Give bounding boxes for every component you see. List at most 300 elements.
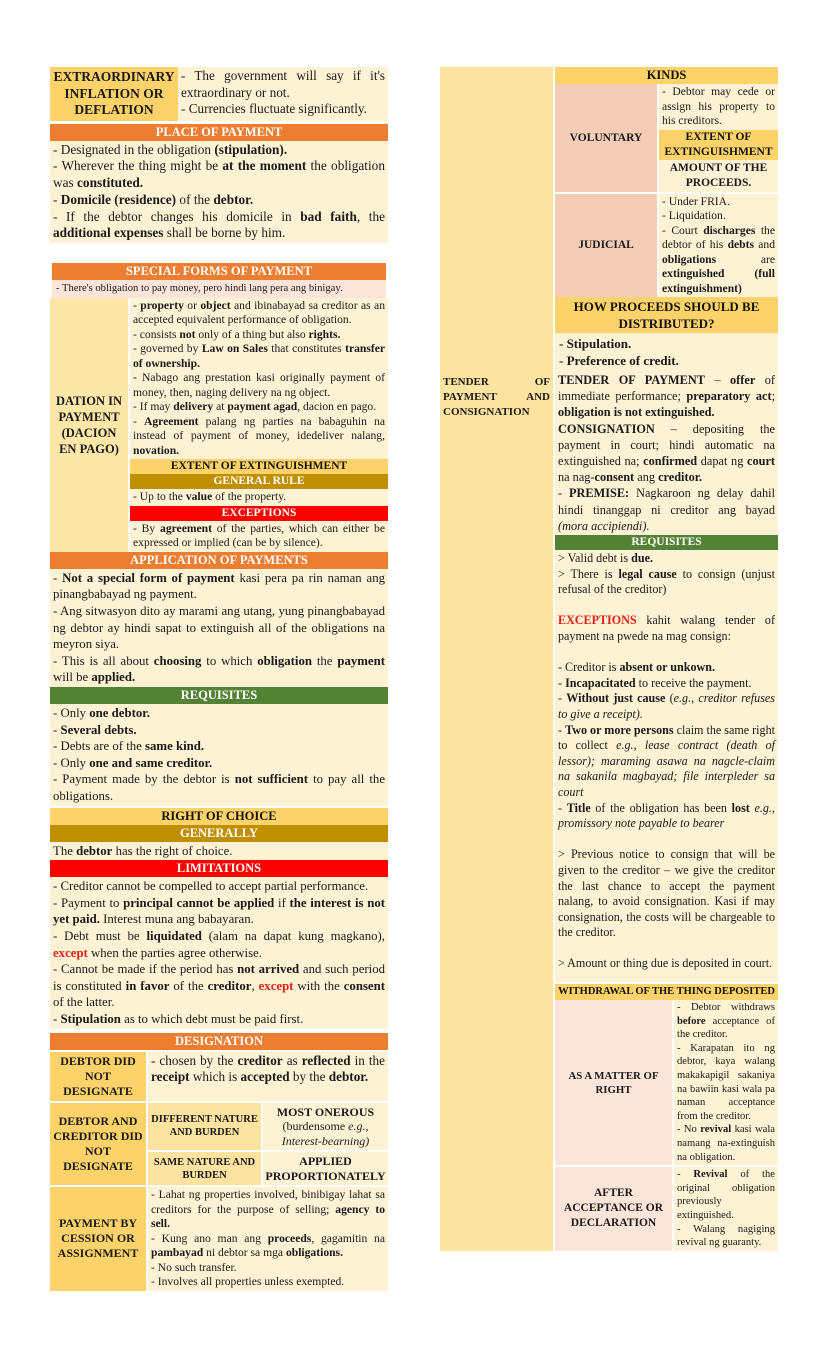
text-run: ; — [771, 389, 775, 404]
bold-text: debts — [727, 238, 754, 251]
bold-text: transfer of ownership. — [133, 342, 385, 370]
bold-text: one and same creditor. — [89, 755, 213, 770]
text-run: - The government will say if it's extraordinary or not. — [181, 68, 385, 100]
text-run: as to which debt must be paid first. — [120, 1011, 304, 1026]
text-run: as — [282, 1052, 302, 1068]
bold-text: principal cannot be applied — [123, 895, 275, 910]
text-run: na nag- — [558, 470, 595, 485]
text-run: ang — [634, 470, 659, 485]
text-run: - chosen by the — [151, 1052, 238, 1068]
text-run: that constitutes — [267, 342, 346, 356]
row-label: PAYMENT BY CESSION OR ASSIGNMENT — [50, 1187, 146, 1291]
bold-text: creditor. — [658, 470, 703, 485]
right-column — [440, 67, 778, 1251]
bold-text: payment agad — [227, 400, 298, 414]
text-run: kahit walang tender of payment na pwede na mag consign: — [558, 613, 775, 643]
text-run: , — [251, 978, 259, 993]
bold-text: obligation is not extinguished. — [558, 405, 715, 420]
bold-text: debtor — [76, 843, 113, 858]
bold-text: object — [200, 298, 231, 312]
text-run: claim the same right to collect — [558, 722, 775, 753]
row-text — [555, 550, 778, 982]
text-run: – — [704, 373, 731, 387]
bold-text: one debtor. — [89, 706, 150, 721]
row-text — [659, 84, 778, 130]
text-run: the debtor of his — [662, 223, 775, 251]
text-run: dapat ng — [697, 454, 748, 469]
text-run: - — [558, 486, 570, 501]
paragraph — [181, 68, 385, 101]
text-run: and such period is constituted — [53, 962, 385, 993]
text-run: of the original obligation previously extinguished. — [677, 1169, 775, 1221]
extent-value: AMOUNT OF THE PROCEEDS. — [659, 160, 778, 192]
section-header: SPECIAL FORMS OF PAYMENT — [52, 263, 386, 280]
paragraph — [558, 421, 775, 486]
rule-title: MOST ONEROUS — [276, 1104, 375, 1119]
row-text — [555, 371, 778, 535]
paragraph — [53, 928, 385, 961]
bold-text: proceeds — [267, 1231, 312, 1245]
paragraph — [133, 522, 385, 551]
paragraph — [133, 490, 385, 505]
text-run: of the parties, which can either be expressed or implied (can be by silence). — [133, 521, 386, 550]
bold-text: at the moment — [222, 158, 307, 174]
italic-text: e.g., promissory note payable to bearer — [558, 800, 775, 831]
row-text — [146, 1187, 388, 1291]
text-run: - No such transfer. — [151, 1260, 237, 1274]
text-run: - Debtor may cede or assign his property to his creditors. — [662, 85, 775, 127]
bold-text: accepted — [240, 1069, 290, 1085]
text-run: - — [133, 414, 145, 428]
paragraph — [133, 371, 385, 400]
text-run: to which — [201, 653, 258, 668]
section-text — [50, 842, 388, 861]
bold-text: payment — [337, 653, 385, 668]
text-run: - Karapatan ito ng debtor, kaya walang makakapigil sakaniya na bawiin kasi wala pa naman acceptance from the creditor. — [677, 1042, 775, 1122]
designation-row — [50, 1185, 388, 1291]
bold-text: debtor. — [328, 1069, 369, 1085]
rule-text: APPLIED PROPORTIONATELY — [261, 1152, 388, 1185]
text-run: if — [274, 895, 290, 910]
italic-text: (mora accipiendi). — [558, 518, 650, 533]
text-run: - Creditor is — [558, 660, 620, 675]
paragraph — [53, 843, 385, 860]
row-label: VOLUNTARY — [555, 84, 657, 192]
bold-text: Law on Sales — [201, 342, 268, 356]
designation-row — [50, 1101, 388, 1186]
subheader: EXCEPTIONS — [130, 506, 388, 521]
text-run: - Ang sitwasyon dito ay marami ang utang, yung pinangbabayad ng debtor ay hindi sapat to extinguish all of the obligations na meyron siya. — [53, 604, 385, 652]
bold-text: confirmed — [643, 454, 698, 469]
text-run: - Debt must be — [53, 928, 147, 943]
text-run: - consists — [133, 327, 180, 341]
paragraph — [53, 142, 385, 159]
row-label: DEBTOR DID NOT DESIGNATE — [50, 1052, 146, 1101]
text-run: - — [677, 1169, 694, 1181]
text-run: - — [53, 191, 61, 207]
paragraph — [53, 755, 385, 772]
text-run: palang ng parties na babaguhin na instead of payment of money, idedeliver nalang, — [133, 414, 385, 443]
text-run: - Debtor withdraws — [677, 1002, 775, 1014]
text-run: - No — [677, 1124, 701, 1136]
text-run: - By — [133, 521, 161, 535]
paragraph — [265, 1119, 386, 1148]
row-text — [178, 67, 388, 121]
text-run: - — [558, 691, 567, 706]
bold-text: reflected — [301, 1052, 351, 1068]
paragraph — [53, 192, 385, 209]
text-run: of the — [169, 978, 208, 993]
text-run: - — [53, 1011, 61, 1026]
subheader: GENERAL RULE — [130, 474, 388, 489]
paragraph — [558, 551, 775, 567]
text-run: Nabago ang prestation kasi originally payment of money, then, naging delivery na ng object. — [133, 371, 385, 399]
row-text — [130, 521, 388, 552]
bold-text: Agreement — [144, 414, 199, 428]
section-text — [555, 333, 778, 371]
text-run: Interest muna ang babayaran. — [99, 912, 254, 927]
text-run: (alam na dapat kung magkano), — [201, 928, 385, 943]
text-run: - Cannot be made if the period has — [53, 962, 238, 977]
row-label: JUDICIAL — [555, 194, 657, 298]
text-run: - Lahat ng properties involved, binibigay lahat sa creditors for the purpose of selling; — [151, 1188, 385, 1216]
bold-text: consent — [594, 470, 635, 485]
text-run: will be — [53, 670, 92, 685]
section-header: REQUISITES — [50, 687, 388, 704]
designation-row — [50, 1050, 388, 1101]
text-run: by the — [289, 1069, 329, 1085]
text-run: - Debts are of the — [53, 739, 146, 754]
section-header: KINDS — [555, 67, 778, 84]
paragraph — [53, 570, 385, 603]
section-header: APPLICATION OF PAYMENTS — [50, 552, 388, 569]
text-run: when the parties agree otherwise. — [87, 945, 262, 960]
bold-text: creditor — [237, 1052, 283, 1068]
text-run: and — [754, 238, 775, 251]
bold-text: consent — [343, 978, 385, 993]
text-run: - Involves all properties unless exempted. — [151, 1275, 345, 1289]
bold-text: Domicile (residence) — [60, 191, 177, 207]
text-run: which is — [189, 1069, 241, 1085]
text-run: only of a thing but also — [195, 327, 309, 341]
paragraph — [133, 299, 385, 328]
section-header: PLACE OF PAYMENT — [50, 124, 388, 141]
paragraph — [677, 1001, 775, 1042]
paragraph — [558, 485, 775, 534]
tender-row — [440, 371, 778, 1251]
section-text — [50, 704, 388, 806]
paragraph — [151, 1261, 385, 1276]
bold-text: Stipulation — [60, 1011, 121, 1026]
text-run: the — [312, 653, 338, 668]
paragraph — [558, 676, 775, 692]
subheader: GENERALLY — [50, 825, 388, 842]
subheader: REQUISITES — [555, 535, 778, 550]
text-run: - Kung ano man ang — [151, 1231, 268, 1245]
bold-text: agreement — [160, 521, 212, 535]
bold-text: debtor. — [213, 191, 254, 207]
paragraph — [662, 85, 775, 129]
bold-text: absent or unkown. — [619, 660, 716, 675]
text-run: - — [53, 722, 61, 737]
row-text — [130, 489, 388, 506]
section-header: DESIGNATION — [50, 1033, 388, 1050]
bold-text: same kind. — [145, 739, 205, 754]
bold-text: pambayad — [151, 1246, 204, 1260]
paragraph — [677, 1223, 775, 1250]
bold-text: Several debts. — [60, 722, 137, 737]
subheader: WITHDRAWAL OF THE THING DEPOSITED — [555, 984, 778, 1000]
paragraph — [662, 224, 775, 297]
bold-text: court — [747, 454, 776, 469]
bold-text: due. — [631, 551, 653, 566]
text-run: - Liquidation. — [662, 209, 726, 222]
dation-row — [50, 298, 388, 552]
bold-text: before — [677, 1015, 706, 1027]
text-run: , dacion en pago. — [297, 400, 377, 414]
text-run: - Payment made by the debtor is — [53, 772, 235, 787]
bold-text: - Preference of credit. — [559, 353, 679, 368]
text-run: shall be borne by him. — [163, 225, 286, 241]
italic-text: e.g., lease contract (death of lessor); maraming asawa na nagcle-claim na sakanila magbayad; file interpleder sa court — [558, 738, 775, 799]
paragraph — [151, 1232, 385, 1261]
text-run: - Designated in the obligation — [53, 141, 215, 157]
text-run: kasi wala namang na-extinguish na obligation. — [677, 1124, 775, 1163]
text-run: - — [558, 722, 566, 737]
paragraph — [53, 722, 385, 739]
bold-text: PREMISE: — [569, 486, 630, 501]
bold-text: not sufficient — [234, 772, 308, 787]
bold-text: - Stipulation. — [559, 336, 632, 351]
red-emphasis-text: EXCEPTIONS — [558, 613, 637, 628]
bold-text: property — [140, 298, 184, 312]
text-run: ni debtor sa mga — [203, 1246, 286, 1260]
paragraph — [133, 342, 385, 371]
red-emphasis-text: except — [258, 978, 294, 993]
paragraph — [133, 400, 385, 415]
bold-text: bad faith — [300, 208, 357, 224]
paragraph — [677, 1123, 775, 1164]
section-header: HOW PROCEEDS SHOULD BE DISTRIBUTED? — [555, 297, 778, 333]
paragraph — [53, 1011, 385, 1028]
paragraph — [558, 613, 775, 644]
bold-text: obligations. — [285, 1246, 343, 1260]
paragraph — [151, 1275, 385, 1290]
row-text — [130, 298, 388, 460]
text-run: of immediate performance; — [558, 373, 776, 404]
row-label: EXTRAORDINARY INFLATION OR DEFLATION — [50, 67, 178, 121]
bold-text: Revival — [693, 1169, 728, 1181]
bold-text: constituted. — [77, 175, 144, 191]
bold-text: revival — [700, 1124, 732, 1136]
text-run: to receive the payment. — [635, 675, 752, 690]
text-run: at — [213, 400, 228, 414]
text-run: > Amount or thing due is deposited in court. — [558, 956, 773, 971]
paragraph — [558, 567, 775, 598]
bold-text: discharges — [703, 223, 756, 237]
paragraph — [677, 1042, 775, 1124]
paragraph — [558, 660, 775, 676]
paragraph — [558, 691, 775, 722]
paragraph — [151, 1188, 385, 1232]
paragraph — [558, 801, 775, 832]
text-run: are — [716, 252, 775, 266]
text-run: to consign (unjust refusal of the creditor) — [558, 566, 776, 597]
paragraph — [662, 195, 775, 210]
sub-label: DIFFERENT NATURE AND BURDEN — [148, 1103, 261, 1151]
paragraph — [558, 956, 775, 972]
bold-text: receipt — [151, 1069, 190, 1085]
text-run: acceptance of the creditor. — [677, 1015, 775, 1041]
bold-text: - — [133, 371, 137, 385]
text-run: - governed by — [133, 342, 202, 356]
bold-text: additional expenses — [53, 225, 164, 241]
text-run: - Under FRIA. — [662, 194, 730, 208]
bold-text: liquidated — [146, 928, 202, 943]
row-text — [672, 1000, 778, 1165]
subheader: EXTENT OF EXTINGUISHMENT — [659, 130, 778, 160]
bold-text: extinguished (full extinguishment) — [662, 267, 775, 295]
bold-text: obligations — [662, 252, 717, 266]
paragraph — [558, 645, 775, 661]
text-run: to pay all the obligations. — [53, 772, 386, 803]
text-run: - Only — [53, 755, 90, 770]
paragraph — [53, 738, 385, 755]
extraordinary-row — [50, 67, 388, 121]
paragraph — [558, 598, 775, 614]
text-run: - — [558, 800, 567, 815]
text-run: - Creditor cannot be compelled to accept partial performance. — [53, 879, 369, 894]
section-text — [50, 877, 388, 1028]
bold-text: offer — [730, 373, 756, 387]
bold-text: legal cause — [618, 566, 677, 581]
paragraph — [53, 961, 385, 1011]
bold-text: not arrived — [237, 962, 300, 977]
italic-text: e.g., creditor refuses to give a receipt). — [558, 691, 775, 721]
section-text — [50, 569, 388, 687]
paragraph — [133, 415, 385, 459]
text-run: of the — [176, 191, 214, 207]
paragraph — [662, 209, 775, 224]
paragraph — [53, 878, 385, 895]
bold-text: creditor — [207, 978, 252, 993]
text-run: – depositing the payment in court; hindi automatic na extinguished na; — [558, 421, 775, 469]
text-run: has the right of choice. — [112, 843, 233, 858]
text-run: - Currencies fluctuate significantly. — [181, 101, 367, 117]
sub-label: SAME NATURE AND BURDEN — [148, 1152, 261, 1185]
text-run: of the property. — [212, 490, 287, 504]
text-run: of the obligation has been — [590, 800, 732, 815]
paragraph — [558, 832, 775, 848]
bold-text: (stipulation). — [214, 141, 288, 157]
text-run: The — [53, 843, 77, 858]
section-text — [50, 141, 388, 244]
bold-text: novation. — [133, 443, 180, 457]
paragraph — [558, 372, 775, 421]
row-text — [672, 1167, 778, 1251]
paragraph — [53, 895, 385, 928]
paragraph — [53, 771, 385, 804]
text-run: - Up to the — [133, 490, 186, 504]
bold-text: agency to sell. — [151, 1202, 385, 1231]
section-header: RIGHT OF CHOICE — [50, 808, 388, 825]
text-run: , gagamitin na — [311, 1231, 385, 1245]
section-subtitle: - There's obligation to pay money, pero hindi lang pera ang binigay. — [52, 280, 386, 298]
text-run: - Court — [662, 223, 704, 237]
text-run: kasi pera pa rin naman ang pinangbabayad ng payment. — [53, 570, 385, 602]
text-run: - Payment to — [53, 895, 124, 910]
bold-text: obligation — [257, 653, 312, 668]
bold-text: Incapacitated — [565, 675, 636, 690]
paragraph — [53, 603, 385, 653]
row-text — [146, 1052, 388, 1101]
bold-text: the interest is not yet paid. — [53, 895, 386, 927]
bold-text: delivery — [173, 400, 214, 414]
subheader: LIMITATIONS — [50, 860, 388, 877]
text-run: the obligation was — [53, 158, 385, 191]
text-run: - — [558, 675, 566, 690]
text-run: in the — [350, 1052, 385, 1068]
row-label: DATION IN PAYMENT (DACION EN PAGO) — [50, 298, 128, 552]
text-run: > Valid debt is — [558, 551, 632, 566]
bold-text: Two or more persons — [565, 722, 674, 737]
bold-text: Not a special form of payment — [62, 570, 235, 585]
paragraph — [151, 1053, 385, 1086]
bold-text: lost — [731, 800, 750, 815]
text-run: - If the debtor changes his domicile in — [53, 208, 301, 224]
paragraph — [133, 328, 385, 343]
italic-text: e.g., Interest-bearning) — [281, 1119, 370, 1148]
text-run: - If may — [133, 400, 174, 414]
text-run: (burdensome — [282, 1119, 349, 1134]
text-run: Nagkaroon ng delay dahil hindi tinanggap ni creditor ang bayad — [558, 486, 776, 517]
text-run: - Wherever the thing might be — [53, 158, 223, 174]
text-run: , the — [356, 208, 385, 224]
paragraph — [677, 1168, 775, 1222]
bold-text: preparatory act — [686, 389, 772, 404]
red-emphasis-text: except — [53, 945, 88, 960]
paragraph — [53, 705, 385, 722]
text-run: with the — [293, 978, 344, 993]
row-text — [657, 194, 778, 298]
rule-text — [265, 1119, 386, 1148]
subheader: EXTENT OF EXTINGUISHMENT — [130, 459, 388, 474]
bold-text: CONSIGNATION — [558, 421, 655, 436]
bold-text: Without just cause — [566, 691, 666, 706]
text-run: - — [53, 570, 63, 585]
bold-text: choosing — [153, 653, 202, 668]
bold-text: rights. — [308, 327, 341, 341]
text-run: - This is all about — [53, 653, 154, 668]
paragraph — [558, 847, 775, 941]
paragraph — [558, 941, 775, 957]
paragraph — [558, 723, 775, 801]
bold-text: not — [179, 327, 196, 341]
text-run: ( — [665, 691, 674, 706]
bold-text: TENDER OF PAYMENT — [558, 373, 705, 387]
text-run: - Walang nagiging revival ng guaranty. — [677, 1223, 775, 1249]
text-run: or — [183, 298, 201, 312]
row-label: AFTER ACCEPTANCE OR DECLARATION — [555, 1167, 672, 1251]
paragraph — [53, 209, 385, 243]
paragraph — [181, 101, 385, 118]
bold-text: in favor — [125, 978, 170, 993]
bold-text: value — [185, 490, 213, 504]
paragraph — [559, 352, 774, 369]
row-label: TENDER OF PAYMENT AND CONSIGNATION — [440, 371, 553, 1251]
text-run: - — [133, 298, 141, 312]
kinds-block — [440, 67, 778, 371]
